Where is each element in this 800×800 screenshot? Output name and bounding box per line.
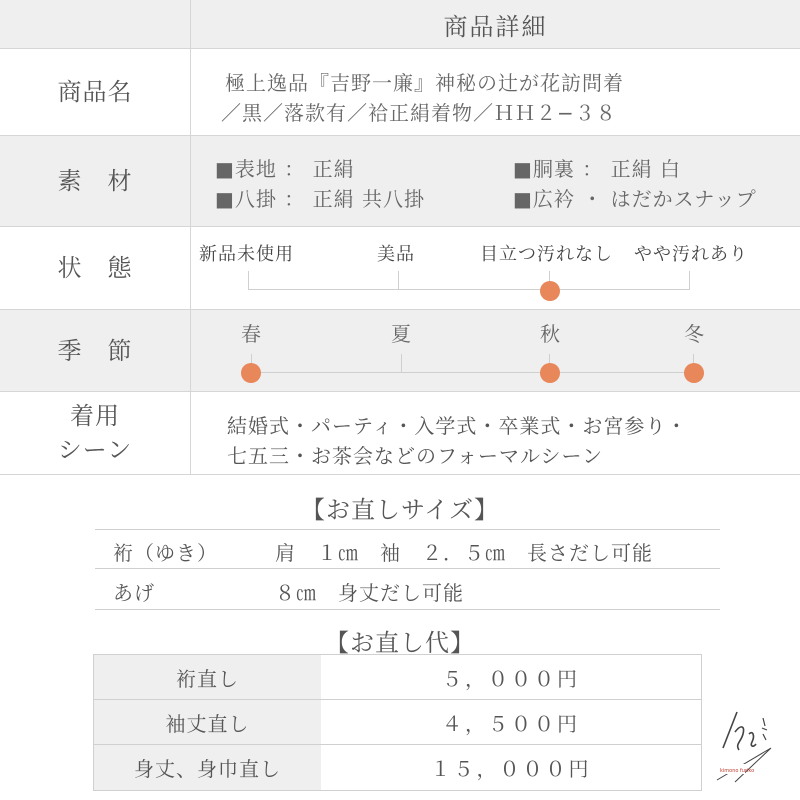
material-hiroeri: ■広衿 ・ はだかスナップ bbox=[513, 187, 757, 211]
scene-value bbox=[191, 392, 800, 474]
condition-row bbox=[0, 227, 800, 310]
alteration-size-label-age: あげ bbox=[113, 581, 155, 605]
fee-row-yuki bbox=[94, 655, 701, 700]
brand-logo-mark bbox=[715, 700, 773, 790]
condition-option-new: 新品未使用 bbox=[199, 244, 294, 265]
fee-label-mitake: 身丈、身巾直し bbox=[94, 745, 321, 790]
product-name-label: 商品名 bbox=[0, 49, 191, 135]
alteration-size-row-yuki bbox=[95, 529, 720, 569]
season-row bbox=[0, 310, 800, 392]
fee-value-yuki: ５，０００円 bbox=[442, 666, 580, 691]
product-name-line1: 極上逸品『吉野一廉』神秘の辻が花訪問着 bbox=[225, 71, 624, 95]
condition-option-slight-stain: やや汚れあり bbox=[634, 244, 748, 265]
season-label: 季 節 bbox=[0, 310, 191, 391]
condition-scale-line bbox=[248, 289, 690, 290]
scene-row bbox=[0, 392, 800, 475]
spec-header-row bbox=[0, 0, 800, 49]
material-row bbox=[0, 136, 800, 227]
product-name-line2: ／黒／落款有／袷正絹着物／ＨＨ２−３８ bbox=[221, 101, 617, 125]
alteration-size-value-yuki: 肩 １㎝ 袖 ２．５㎝ 長さだし可能 bbox=[275, 541, 653, 565]
season-winter: 冬 bbox=[684, 322, 705, 346]
season-dot-winter bbox=[684, 363, 704, 383]
page-title: 商品詳細 bbox=[443, 12, 548, 41]
spec-header-empty bbox=[0, 0, 191, 48]
season-dot-autumn bbox=[540, 363, 560, 383]
season-spring: 春 bbox=[241, 322, 262, 346]
product-name-value bbox=[191, 49, 800, 135]
alteration-size-label-yuki: 裄（ゆき） bbox=[113, 541, 218, 565]
season-tick-1 bbox=[401, 354, 402, 372]
condition-tick-1 bbox=[398, 271, 399, 289]
condition-tick-0 bbox=[248, 271, 249, 289]
material-dourura: ■胴裏 ： 正絹 白 bbox=[513, 157, 681, 181]
condition-option-good: 美品 bbox=[377, 244, 415, 265]
fee-value-mitake: １５，０００円 bbox=[430, 757, 592, 781]
scene-line2: 七五三・お茶会などのフォーマルシーン bbox=[227, 444, 604, 468]
condition-option-no-stain: 目立つ汚れなし bbox=[480, 244, 613, 265]
brand-logo bbox=[715, 700, 773, 790]
scene-label bbox=[0, 392, 191, 474]
material-value bbox=[191, 136, 800, 226]
fee-value-sodetake: ４，５００円 bbox=[442, 711, 580, 736]
scene-label-line1: 着用 bbox=[70, 402, 120, 430]
condition-tick-3 bbox=[689, 271, 690, 289]
fee-label-yuki: 裄直し bbox=[94, 655, 321, 699]
alteration-size-title: 【お直しサイズ】 bbox=[300, 496, 500, 524]
material-omote: ■表地 ： 正絹 bbox=[215, 157, 355, 181]
scene-line1: 結婚式・パーティ・入学式・卒業式・お宮参り・ bbox=[227, 414, 688, 438]
condition-label: 状 態 bbox=[0, 227, 191, 309]
scene-label-line2: シーン bbox=[57, 436, 133, 464]
fee-row-mitake bbox=[94, 745, 701, 790]
fee-label-sodetake: 袖丈直し bbox=[94, 700, 321, 744]
condition-scale bbox=[191, 227, 800, 309]
condition-selected-dot bbox=[540, 281, 560, 301]
season-autumn: 秋 bbox=[540, 322, 561, 346]
season-scale bbox=[191, 310, 800, 391]
season-scale-line bbox=[251, 372, 694, 373]
alteration-size-value-age: ８㎝ 身丈だし可能 bbox=[275, 581, 464, 605]
season-summer: 夏 bbox=[391, 322, 412, 346]
alteration-fee-table bbox=[93, 654, 702, 791]
alteration-fee-title: 【お直し代】 bbox=[325, 629, 475, 657]
brand-logo-text: kimono furiko bbox=[720, 768, 755, 774]
fee-row-sodetake bbox=[94, 700, 701, 745]
product-name-row bbox=[0, 49, 800, 136]
alteration-size-row-age bbox=[95, 570, 720, 610]
material-label: 素 材 bbox=[0, 136, 191, 226]
material-hakkake: ■八掛 ： 正絹 共八掛 bbox=[215, 187, 425, 211]
season-dot-spring bbox=[241, 363, 261, 383]
